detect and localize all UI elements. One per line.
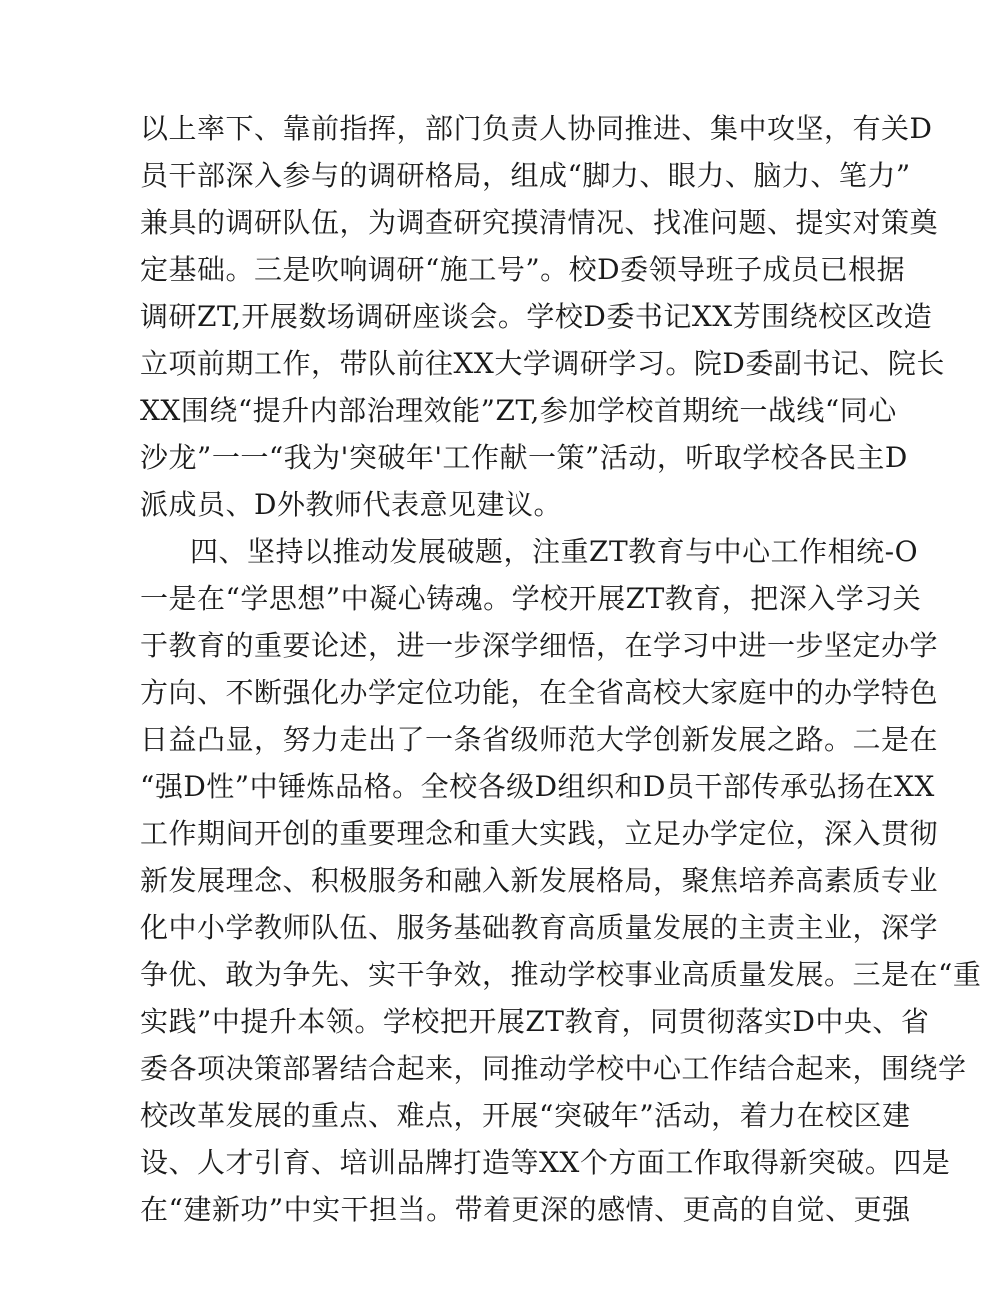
text-line: 设、人才引育、培训品牌打造等XX个方面工作取得新突破。四是 — [140, 1146, 951, 1179]
text-line: 化中小学教师队伍、服务基础教育高质量发展的主责主业，深学 — [140, 911, 939, 944]
section-heading: 四、坚持以推动发展破题，注重ZT教育与中心工作相统-O — [190, 535, 919, 568]
text-line: 实践”中提升本领。学校把开展ZT教育，同贯彻落实D中央、省 — [140, 1005, 930, 1038]
text-line: 一是在“学思想”中凝心铸魂。学校开展ZT教育，把深入学习关 — [140, 582, 922, 615]
text-line: 方向、不断强化办学定位功能，在全省高校大家庭中的办学特色 — [140, 676, 939, 709]
text-line: XX围绕“提升内部治理效能”ZT,参加学校首期统一战线“同心 — [140, 394, 897, 427]
text-line: 定基础。三是吹响调研“施工号”。校D委领导班子成员已根据 — [140, 253, 906, 286]
text-line: 争优、敢为争先、实干争效，推动学校事业高质量发展。三是在“重 — [140, 958, 981, 991]
text-line: 于教育的重要论述，进一步深学细悟，在学习中进一步坚定办学 — [140, 629, 939, 662]
text-line: 委各项决策部署结合起来，同推动学校中心工作结合起来，围绕学 — [140, 1052, 967, 1085]
text-line: 员干部深入参与的调研格局，组成“脚力、眼力、脑力、笔力” — [140, 159, 911, 192]
text-line: 沙龙”一一“我为'突破年'工作献一策”活动，听取学校各民主D — [140, 441, 908, 474]
text-line: 派成员、D外教师代表意见建议。 — [140, 488, 562, 521]
text-line: 调研ZT,开展数场调研座谈会。学校D委书记XX芳围绕校区改造 — [140, 300, 933, 333]
text-line: 工作期间开创的重要理念和重大实践，立足办学定位，深入贯彻 — [140, 817, 939, 850]
text-line: “强D性”中锤炼品格。全校各级D组织和D员干部传承弘扬在XX — [140, 770, 935, 803]
text-line: 新发展理念、积极服务和融入新发展格局，聚焦培养高素质专业 — [140, 864, 939, 897]
text-line: 兼具的调研队伍，为调查研究摸清情况、找准问题、提实对策奠 — [140, 206, 939, 239]
text-line: 以上率下、靠前指挥，部门负责人协同推进、集中攻坚，有关D — [140, 112, 933, 145]
text-line: 校改革发展的重点、难点，开展“突破年”活动，着力在校区建 — [140, 1099, 911, 1132]
text-line: 立项前期工作，带队前往XX大学调研学习。院D委副书记、院长 — [140, 347, 945, 380]
text-line: 在“建新功”中实干担当。带着更深的感情、更高的自觉、更强 — [140, 1193, 911, 1226]
text-line: 日益凸显，努力走出了一条省级师范大学创新发展之路。二是在 — [140, 723, 939, 756]
